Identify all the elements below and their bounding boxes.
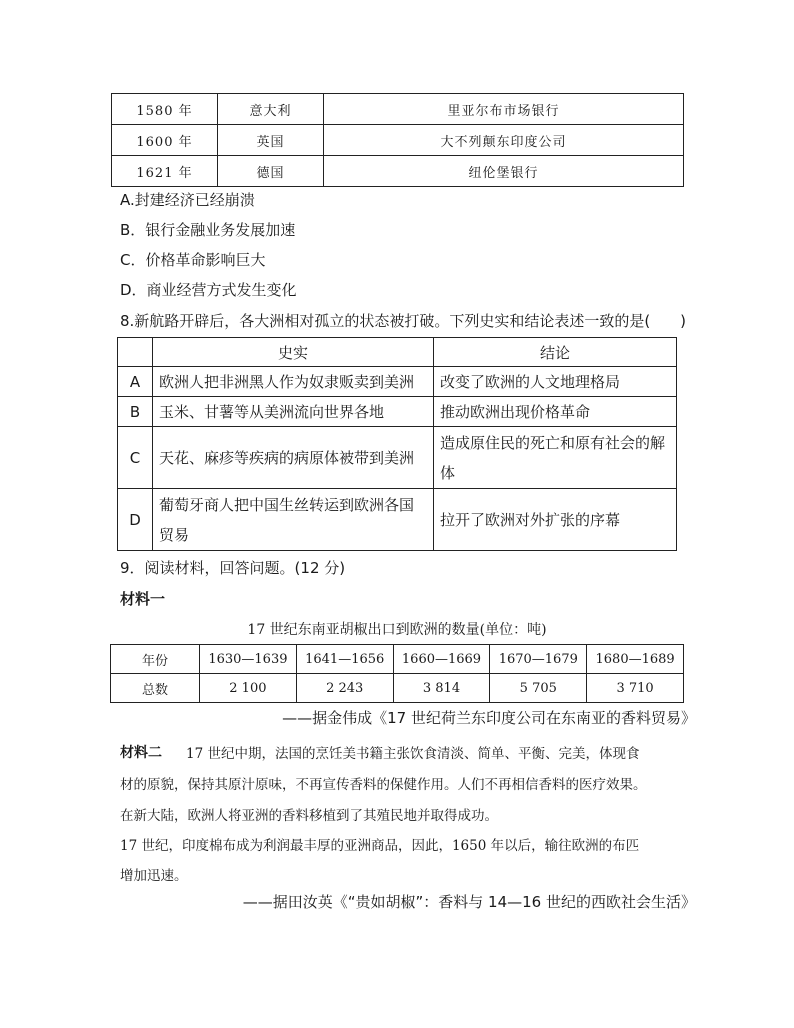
q7-table [111, 93, 684, 187]
material-one-label: 材料一 [120, 590, 166, 608]
material-two-source: ——据田汝英《“贵如胡椒”：香料与 14—16 世纪的西欧社会生活》 [242, 893, 696, 911]
table-row [111, 645, 684, 674]
material-two-paragraph-2: 在新大陆，欧洲人将亚洲的香料移植到了其殖民地并取得成功。 [120, 808, 498, 824]
conclusion-cell: 拉开了欧洲对外扩张的序幕 [434, 489, 677, 551]
material-two-paragraph-3a: 17 世纪，印度棉布成为利润最丰厚的亚洲商品，因此，1650 年以后，输往欧洲的布匹 [120, 838, 640, 854]
table-row [112, 125, 684, 156]
table-cell: 1670—1679 [490, 645, 587, 674]
q7-option-b[interactable]: B．银行金融业务发展加速 [120, 221, 296, 239]
table-row [118, 397, 677, 427]
table-cell: 1580 年 [112, 94, 218, 125]
table-row [118, 489, 677, 551]
conclusion-cell: 推动欧洲出现价格革命 [434, 397, 677, 427]
table-cell: 2 100 [200, 674, 297, 703]
table-cell: 3 710 [587, 674, 684, 703]
material-two-paragraph-1b: 材的原貌，保持其原汁原味，不再宣传香料的保健作用。人们不再相信香料的医疗效果。 [120, 777, 647, 793]
fact-cell: 欧洲人把非洲黑人作为奴隶贩卖到美洲 [153, 367, 434, 397]
table-cell: 5 705 [490, 674, 587, 703]
table-cell: 1660—1669 [393, 645, 490, 674]
q8-table [117, 337, 677, 551]
table-cell: 英国 [218, 125, 324, 156]
table-cell: 大不列颠东印度公司 [324, 125, 684, 156]
table-cell: 1600 年 [112, 125, 218, 156]
table-cell: 总数 [111, 674, 200, 703]
material-two-paragraph-3b: 增加迅速。 [120, 868, 188, 884]
fact-cell: 玉米、甘薯等从美洲流向世界各地 [153, 397, 434, 427]
option-letter: D [118, 489, 153, 551]
q8-stem: 8.新航路开辟后，各大洲相对孤立的状态被打破。下列史实和结论表述一致的是( ) [120, 312, 687, 330]
material-two-paragraph-1a: 17 世纪中期，法国的烹饪美书籍主张饮食清淡、简单、平衡、完美，体现食 [186, 746, 640, 762]
q7-option-a[interactable]: A.封建经济已经崩溃 [120, 191, 255, 209]
q9-table [110, 644, 684, 703]
material-two-label: 材料二 [120, 745, 162, 761]
table-row [111, 674, 684, 703]
table-row [118, 427, 677, 489]
q7-option-d[interactable]: D．商业经营方式发生变化 [120, 281, 297, 299]
option-letter: C [118, 427, 153, 489]
table-cell: 1680—1689 [587, 645, 684, 674]
table-cell: 1621 年 [112, 156, 218, 187]
table-cell: 里亚尔布市场银行 [324, 94, 684, 125]
material-one-title: 17 世纪东南亚胡椒出口到欧洲的数量(单位：吨) [247, 622, 547, 638]
q9-stem: 9．阅读材料，回答问题。(12 分) [120, 559, 346, 577]
table-cell: 2 243 [296, 674, 393, 703]
q7-option-c[interactable]: C．价格革命影响巨大 [120, 251, 266, 269]
table-row [112, 94, 684, 125]
table-row [112, 156, 684, 187]
table-cell: 纽伦堡银行 [324, 156, 684, 187]
table-cell: 意大利 [218, 94, 324, 125]
table-cell: 1630—1639 [200, 645, 297, 674]
fact-cell: 葡萄牙商人把中国生丝转运到欧洲各国贸易 [153, 489, 434, 551]
header-fact: 史实 [153, 338, 434, 367]
table-cell: 德国 [218, 156, 324, 187]
conclusion-cell: 改变了欧洲的人文地理格局 [434, 367, 677, 397]
header-conclusion: 结论 [434, 338, 677, 367]
table-cell: 3 814 [393, 674, 490, 703]
table-row [118, 367, 677, 397]
option-letter: A [118, 367, 153, 397]
table-cell: 年份 [111, 645, 200, 674]
table-row [118, 338, 677, 367]
option-letter: B [118, 397, 153, 427]
material-one-source: ——据金伟成《17 世纪荷兰东印度公司在东南亚的香料贸易》 [282, 709, 696, 727]
fact-cell: 天花、麻疹等疾病的病原体被带到美洲 [153, 427, 434, 489]
conclusion-cell: 造成原住民的死亡和原有社会的解体 [434, 427, 677, 489]
table-cell: 1641—1656 [296, 645, 393, 674]
